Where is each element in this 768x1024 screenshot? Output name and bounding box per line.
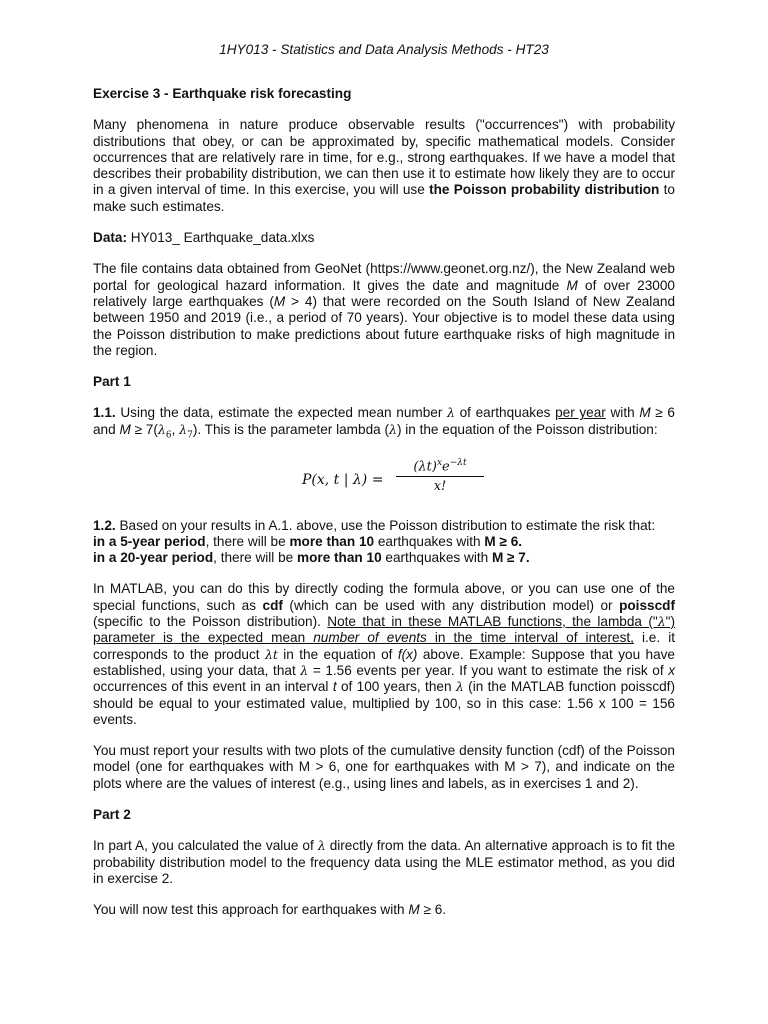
m-text: of 100 years, then [336,679,456,695]
part1-heading: Part 1 [93,374,131,390]
lambda-symbol: λ [657,614,666,630]
m-text: (in the MATLAB function poisscdf) should be equal to your estimated value, multiplied by 100, so in this case: 1.56 x 100 = 156 events. [93,679,675,727]
q-text: Based on your results in A.1. above, use the Poisson distribution to estimate the risk that: [115,517,656,533]
lambda-symbol: λ [389,421,397,437]
function-name: poisscdf [619,597,675,613]
q-text: with [605,405,640,421]
q-text: ). This is the parameter lambda ( [192,421,389,437]
report-paragraph: You must report your results with two plots of the cumulative density function (cdf) of the Poisson model (one for earthquakes with M > 6, one for earthquakes with M > 7), and indicate on the plots where are the values of interest (e.g., using lines and labels, as in exercises 1 and 2). [93,743,675,791]
m-italic: number of events [313,630,427,646]
m-text: (specific to the Poisson distribution). [93,614,328,630]
m-text: in the time interval of interest, [426,630,634,646]
intro-paragraph [93,117,675,215]
data-label: Data: [93,230,127,246]
question-1-2 [93,518,675,567]
part2-paragraph-1 [93,838,675,887]
m-text: Note that in these MATLAB functions, the lambda (" [327,614,658,630]
data-line [93,230,675,246]
data-paragraph [93,261,675,359]
subscript: 6 [165,430,172,441]
q-text: Using the data, estimate the expected mean number [115,405,448,421]
p-text: In part A, you calculated the value of [93,838,318,854]
underlined-text: per year [555,405,606,421]
q-text: , there will be [213,550,298,566]
magnitude-symbol: M [119,421,131,437]
function-symbol: f(x) [397,646,418,662]
formula-fraction [396,458,484,494]
m-text: i.e. it corresponds to the product [93,630,675,662]
document-body [93,86,675,918]
magnitude-symbol: M [408,902,420,918]
q-bold: in a 5-year period [93,533,206,549]
m-text: above. Example: Suppose that you have established, using your data, that [93,646,675,678]
q-text: earthquakes with [374,533,485,549]
part2-paragraph-2 [93,902,675,918]
data-text: The file contains data obtained from GeoNet (https://www.geonet.org.nz/), the New Zealand web portal for geological hazard information. It gives the date and magnitude [93,261,675,293]
subscript: 7 [187,430,193,441]
q-bold: more than 10 [297,550,382,566]
lambda-symbol: λ [179,421,188,437]
formula-denominator: x! [433,478,447,494]
q-bold: M ≥ 6. [484,533,523,549]
data-text: > 4) that were recorded on the South Island of New Zealand between 1950 and 2019 (i.e., a period of 70 years). Your objective is to model these data using the Poisson distribution to make predictions about future earthquake risks of high magnitude in the region. [93,293,676,358]
formula-term: (λt) [413,458,437,474]
q-bold: in a 20-year period [93,550,214,566]
matlab-paragraph [93,581,675,728]
question-number: 1.2. [93,517,116,533]
magnitude-symbol: M [639,405,651,421]
question-number: 1.1. [93,405,116,421]
p-text: You will now test this approach for earthquakes with [93,902,409,918]
question-1-1 [93,405,675,443]
m-text: in the equation of [277,646,398,662]
poisson-formula [93,458,675,504]
lambda-symbol: λ [455,679,464,695]
formula-term: e [442,458,450,474]
m-text: In MATLAB, you can do this by directly coding the formula above, or you can use one of the special functions, such as [93,581,675,613]
m-text: occurrences of this event in an interval [93,679,333,695]
variable-x: x [668,662,675,678]
lambda-symbol: λ [157,421,166,437]
formula-exponent: −λt [449,457,467,468]
q-text: ≥ 7( [130,421,158,437]
intro-text-1: Many phenomena in nature produce observable results ("occurrences") with probability distributions that obey, or can be approximated by, specific mathematical models. Consider occurrences that are relatively rare in time, for e.g., strong earthquakes. If we have a model that describes their probability distribution, we can then use it to estimate how likely they are to occur in a given interval of time. In this exercise, you will use [93,117,675,198]
q-text: of earthquakes [454,405,556,421]
q-text: ≥ 6 and [93,405,675,437]
q-text: , [171,421,180,437]
lambda-symbol: λ [300,662,309,678]
lambda-t-symbol: λt [264,646,278,662]
data-text: of over 23000 relatively large earthquakes ( [93,277,675,309]
q-bold: more than 10 [289,533,375,549]
lambda-symbol: λ [447,405,455,421]
p-text: directly from the data. An alternative approach is to fit the probability distribution model to the frequency data using the MLE estimator method, as you did in exercise 2. [93,838,676,886]
magnitude-symbol: M [566,277,578,293]
lambda-7 [179,421,193,441]
q-text: , there will be [205,533,290,549]
p-text: ≥ 6. [419,902,447,918]
variable-t: t [332,679,337,695]
m-text: = 1.56 events per year. If you want to estimate the risk of [308,662,669,678]
intro-bold: the Poisson probability distribution [429,182,660,198]
data-filename: HY013_ Earthquake_data.xlxs [127,230,315,246]
m-text: (which can be used with any distribution model) or [282,597,620,613]
formula-lhs: P(x, t | λ) = [302,471,384,488]
lambda-6 [157,421,172,441]
function-name: cdf [262,597,283,613]
exercise-title: Exercise 3 - Earthquake risk forecasting [93,86,352,101]
formula-numerator [396,458,484,477]
intro-text-2: to make such estimates. [93,182,675,214]
m-text: ") parameter is the expected mean [93,614,675,646]
formula-exponent: x [436,457,443,468]
page-header: 1HY013 - Statistics and Data Analysis Methods - HT23 [219,42,549,57]
lambda-symbol: λ [317,838,326,854]
q-text: earthquakes with [381,550,492,566]
magnitude-symbol: M [273,293,286,309]
q-bold: M ≥ 7. [491,550,530,566]
part2-heading: Part 2 [93,807,131,822]
q-text: ) in the equation of the Poisson distribution: [396,421,658,437]
